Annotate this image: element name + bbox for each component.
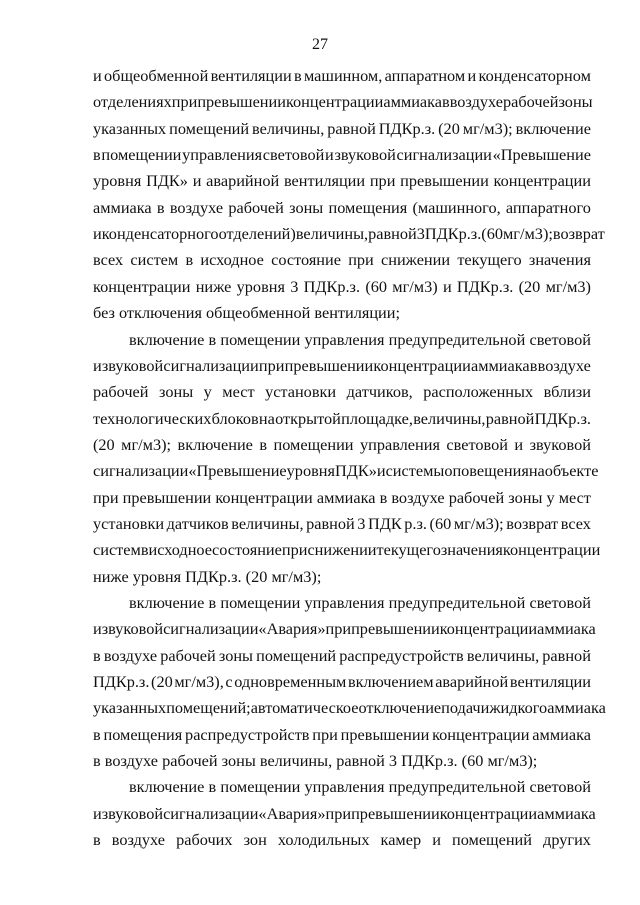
text-line — [93, 725, 591, 745]
word: предупредительной — [388, 777, 526, 797]
word: световой — [529, 329, 591, 349]
word: величины, — [231, 513, 304, 533]
word: предупредительной — [388, 593, 526, 612]
word: ПДКр.з. — [93, 672, 150, 692]
word: конденсаторном — [478, 66, 591, 85]
word: всех — [93, 250, 124, 270]
word: управления — [359, 434, 440, 454]
word: равной — [368, 224, 417, 244]
word: в — [93, 751, 105, 771]
word: зоны — [289, 197, 324, 217]
word: помещении — [101, 145, 182, 165]
text-line — [93, 277, 591, 297]
word: объекте — [544, 461, 599, 481]
word: и — [93, 224, 102, 244]
word: в — [294, 66, 302, 85]
word: в — [208, 329, 217, 349]
word: рабочей — [162, 751, 222, 771]
word: воздухе — [391, 487, 445, 507]
word: аппаратного — [505, 197, 591, 217]
word: и — [467, 66, 477, 85]
word: других — [543, 830, 591, 850]
word: сигнализации — [163, 803, 259, 823]
word: ПДКр.з. — [303, 276, 361, 296]
text-line — [93, 171, 591, 191]
word: установки — [265, 382, 337, 402]
word: оповещения — [444, 461, 529, 481]
text-line — [93, 567, 591, 587]
word: 3 — [357, 513, 366, 533]
word: помещения — [103, 724, 183, 744]
text-line — [93, 435, 591, 455]
text-line — [93, 303, 591, 323]
word: ПДКр.з. — [378, 118, 436, 138]
word: помещений — [451, 830, 532, 850]
word: превышении — [351, 619, 440, 639]
word: зоны — [508, 487, 543, 507]
word: предупредительной — [388, 329, 526, 349]
word: превышении — [284, 355, 374, 375]
word: мест — [222, 382, 255, 402]
word: в — [529, 355, 538, 375]
word: рабочей — [228, 197, 284, 217]
word: рабочей — [160, 645, 216, 665]
text-line — [93, 488, 591, 508]
word: в — [259, 434, 268, 454]
text-line — [93, 751, 591, 771]
word: ПДК — [367, 513, 402, 533]
word: мг/м3); — [453, 513, 504, 533]
text-line — [93, 119, 591, 139]
word: распредустройств — [339, 645, 464, 665]
word: (20 — [245, 566, 272, 586]
word: световой — [446, 434, 508, 454]
word: звуковой — [101, 803, 164, 823]
text-line — [93, 356, 591, 376]
word: рабочей — [93, 382, 149, 402]
word: световой — [529, 593, 591, 612]
word: управления — [182, 145, 263, 165]
word: помещении — [220, 777, 301, 797]
text-line — [93, 619, 596, 639]
word: мг/м3); — [462, 118, 513, 138]
word: ПДКр.з. — [456, 276, 514, 296]
word: аммиака — [537, 803, 596, 823]
word: концентрации — [439, 619, 538, 639]
word: зон — [243, 830, 267, 850]
word: помещений — [256, 645, 337, 665]
word: в — [93, 724, 101, 744]
word: на — [258, 408, 275, 428]
word: величины, — [252, 118, 325, 138]
word: текущего — [376, 540, 441, 560]
word: звуковой — [101, 355, 164, 375]
word: отключения — [119, 303, 207, 323]
word: концентрации — [432, 724, 530, 744]
text-line — [93, 382, 591, 402]
word: (20 — [93, 434, 115, 454]
word: воздухе — [103, 645, 158, 665]
word: превышении — [340, 724, 430, 744]
word: ПДКр.з. — [534, 408, 591, 428]
word: общеобменной — [206, 303, 315, 323]
word: отключение — [358, 698, 442, 718]
word: световой — [529, 777, 591, 797]
word: датчиков — [166, 513, 229, 533]
word: (20 — [151, 672, 173, 692]
word: превышении — [351, 803, 440, 823]
word: аммиака — [316, 487, 376, 507]
word: и — [93, 803, 102, 823]
word: «Превышение — [188, 461, 287, 481]
word: в — [208, 777, 217, 797]
word: величины, — [259, 751, 337, 771]
word: концентрации — [439, 803, 538, 823]
word: конденсаторного — [101, 224, 219, 244]
word: превышении — [197, 92, 286, 112]
word: указанных — [93, 698, 167, 718]
word: величины, — [413, 408, 486, 428]
word: в — [93, 145, 101, 165]
text-line — [93, 66, 591, 86]
word: аммиака — [537, 619, 596, 639]
word: зоны — [218, 645, 253, 665]
word: концентрации — [502, 540, 601, 560]
word: холодильных — [277, 830, 370, 850]
word: значения — [528, 250, 591, 270]
word: вентиляции — [210, 66, 292, 85]
text-line — [93, 145, 591, 165]
word: сигнализации — [93, 461, 189, 481]
word: у — [546, 487, 555, 507]
word: (20 — [438, 118, 460, 138]
word: «Превышение — [492, 145, 591, 165]
word: возврат — [506, 513, 559, 533]
word: аммиака — [470, 355, 530, 375]
word: значения — [440, 540, 503, 560]
text-line — [129, 777, 591, 797]
page-number: 27 — [312, 36, 328, 53]
word: ниже — [93, 566, 133, 586]
text-line — [93, 250, 591, 270]
word: ниже — [195, 276, 232, 296]
word: на — [528, 461, 545, 481]
word: системы — [385, 461, 445, 481]
word: при — [171, 92, 198, 112]
word: мг/м3); — [487, 751, 538, 771]
word: концентрации — [373, 355, 471, 375]
word: и — [93, 66, 102, 85]
word: зоны — [558, 92, 593, 112]
word: и — [442, 276, 452, 296]
word: концентрации — [285, 92, 384, 112]
word: аммиака — [547, 698, 606, 718]
text-line — [93, 514, 591, 534]
word: воздухе — [537, 355, 591, 375]
word: мг/м3); — [271, 566, 322, 586]
word: вентиляции — [283, 171, 366, 191]
word: помещений; — [166, 698, 251, 718]
word: в — [156, 197, 165, 217]
text-line — [93, 409, 591, 429]
word: при — [348, 250, 374, 270]
word: р.з. — [404, 513, 427, 533]
word: сигнализации — [396, 145, 492, 165]
word: уровня — [132, 566, 186, 586]
word: (машинного, — [412, 197, 501, 217]
word: состояние — [211, 540, 282, 560]
word: звуковой — [101, 619, 164, 639]
word: величины, — [466, 645, 540, 665]
word: вблизи — [543, 382, 591, 402]
word: без — [93, 303, 119, 323]
word: управления — [304, 777, 385, 797]
word: систем — [93, 540, 141, 560]
word: аварийной — [206, 171, 280, 191]
word: управления — [304, 593, 385, 612]
word: ПДКр.з. — [401, 751, 462, 771]
word: исходное — [148, 540, 212, 560]
word: (20 — [518, 276, 541, 296]
word: равной — [306, 513, 355, 533]
word: площадке, — [341, 408, 413, 428]
word: помещении — [273, 434, 354, 454]
word: включение — [129, 329, 205, 349]
word: воздухе — [111, 830, 166, 850]
word: в — [93, 830, 101, 850]
text-line — [129, 330, 591, 350]
word: равной — [327, 118, 376, 138]
text-line — [93, 92, 591, 112]
word: включение — [515, 118, 591, 138]
word: в — [442, 92, 450, 112]
word: систем — [130, 250, 179, 270]
word: датчиков, — [346, 382, 413, 402]
word: включение — [129, 777, 205, 797]
word: при — [281, 540, 308, 560]
word: подачи — [441, 698, 490, 718]
word: отделениях — [93, 92, 172, 112]
word: управления — [304, 329, 385, 349]
word: аммиака — [93, 197, 152, 217]
word: при — [325, 619, 352, 639]
word: ПДК» — [334, 461, 377, 481]
word: концентрации — [493, 171, 591, 191]
word: включение — [177, 434, 253, 454]
word: концентрации — [215, 487, 313, 507]
word: снижении — [307, 540, 377, 560]
word: рабочей — [448, 487, 505, 507]
word: при — [258, 355, 285, 375]
word: помещений — [169, 118, 250, 138]
word: мг/м3); — [121, 434, 172, 454]
word: уровня — [286, 461, 335, 481]
word: величины, — [295, 224, 369, 244]
word: мг/м3), — [174, 672, 224, 692]
word: установки — [93, 513, 165, 533]
word: рабочей — [502, 92, 559, 112]
word: при — [312, 724, 338, 744]
word: звуковой — [334, 145, 396, 165]
word: рабочих — [176, 830, 233, 850]
text-line — [93, 672, 591, 692]
word: воздухе — [169, 197, 224, 217]
word: воздухе — [104, 751, 163, 771]
word: и — [93, 355, 102, 375]
word: мест — [558, 487, 591, 507]
word: и — [514, 434, 524, 454]
word: 3 — [290, 276, 299, 296]
word: отделений) — [218, 224, 296, 244]
word: при — [369, 171, 396, 191]
word: ПДКр.з.(60 — [424, 224, 503, 244]
word: и — [93, 619, 102, 639]
word: исходное — [200, 250, 264, 270]
word: (60 — [365, 276, 388, 296]
text-line — [129, 593, 591, 613]
text-line — [93, 461, 599, 481]
word: равной — [542, 645, 591, 665]
word: зоны — [221, 751, 260, 771]
word: у — [203, 382, 212, 402]
word: ПДК» — [146, 171, 188, 191]
word: в — [379, 487, 388, 507]
text-line — [93, 224, 605, 244]
text-line — [93, 540, 601, 560]
word: технологических — [93, 408, 212, 428]
word: помещения — [328, 197, 408, 217]
word: 3 — [388, 751, 402, 771]
word: и — [325, 145, 334, 165]
word: и — [192, 171, 202, 191]
text-line — [93, 198, 591, 218]
word: автоматическое — [250, 698, 359, 718]
word: всех — [560, 513, 591, 533]
text-line — [93, 803, 596, 824]
word: в — [185, 250, 194, 270]
word: 3 — [416, 224, 425, 244]
word: аварийной — [435, 672, 509, 692]
word: уровня — [236, 276, 285, 296]
word: и — [376, 461, 386, 481]
word: в — [208, 593, 217, 612]
word: мг/м3) — [392, 276, 438, 296]
word: общеобменной — [104, 66, 209, 85]
word: «Авария» — [258, 619, 326, 639]
text-line — [93, 698, 606, 718]
word: вентиляции — [509, 672, 591, 692]
word: машинном, — [303, 66, 383, 85]
word: жидкого — [489, 698, 548, 718]
word: указанных — [93, 118, 167, 138]
text-line — [93, 830, 591, 850]
word: аппаратном — [384, 66, 466, 85]
word: равной — [485, 408, 535, 428]
word: уровня — [93, 171, 142, 191]
word: помещении — [220, 329, 301, 349]
word: «Авария» — [258, 803, 326, 823]
word: ПДКр.з. — [185, 566, 246, 586]
word: включением — [347, 672, 434, 692]
word: зоны — [159, 382, 194, 402]
word: одновременным — [234, 672, 347, 692]
word: (60 — [461, 751, 488, 771]
word: звуковой — [529, 434, 591, 454]
word: превышении — [400, 171, 489, 191]
word: открытой — [275, 408, 341, 428]
word: в — [140, 540, 149, 560]
word: аммиака — [383, 92, 443, 112]
word: воздухе — [449, 92, 503, 112]
word: состояние — [271, 250, 341, 270]
word: в — [93, 645, 101, 665]
word: вентиляции; — [314, 303, 401, 323]
word: превышении — [122, 487, 212, 507]
word: мг/м3) — [545, 276, 591, 296]
word: концентрации — [93, 276, 191, 296]
word: при — [325, 803, 352, 823]
word: (60 — [429, 513, 452, 533]
word: мг/м3); — [503, 224, 553, 244]
word: распредустройств — [185, 724, 310, 744]
word: снижении — [381, 250, 451, 270]
word: сигнализации — [163, 355, 259, 375]
word: и — [432, 830, 441, 850]
word: с — [225, 672, 233, 692]
word: при — [93, 487, 119, 507]
word: аммиака — [532, 724, 591, 744]
word: блоков — [211, 408, 259, 428]
word: расположенных — [423, 382, 534, 402]
word: световой — [262, 145, 325, 165]
text-line — [93, 646, 591, 666]
word: сигнализации — [163, 619, 259, 639]
word: помещении — [220, 593, 301, 612]
word: включение — [129, 593, 205, 612]
word: камер — [380, 830, 422, 850]
word: равной — [336, 751, 389, 771]
word: возврат — [552, 224, 605, 244]
word: текущего — [457, 250, 522, 270]
